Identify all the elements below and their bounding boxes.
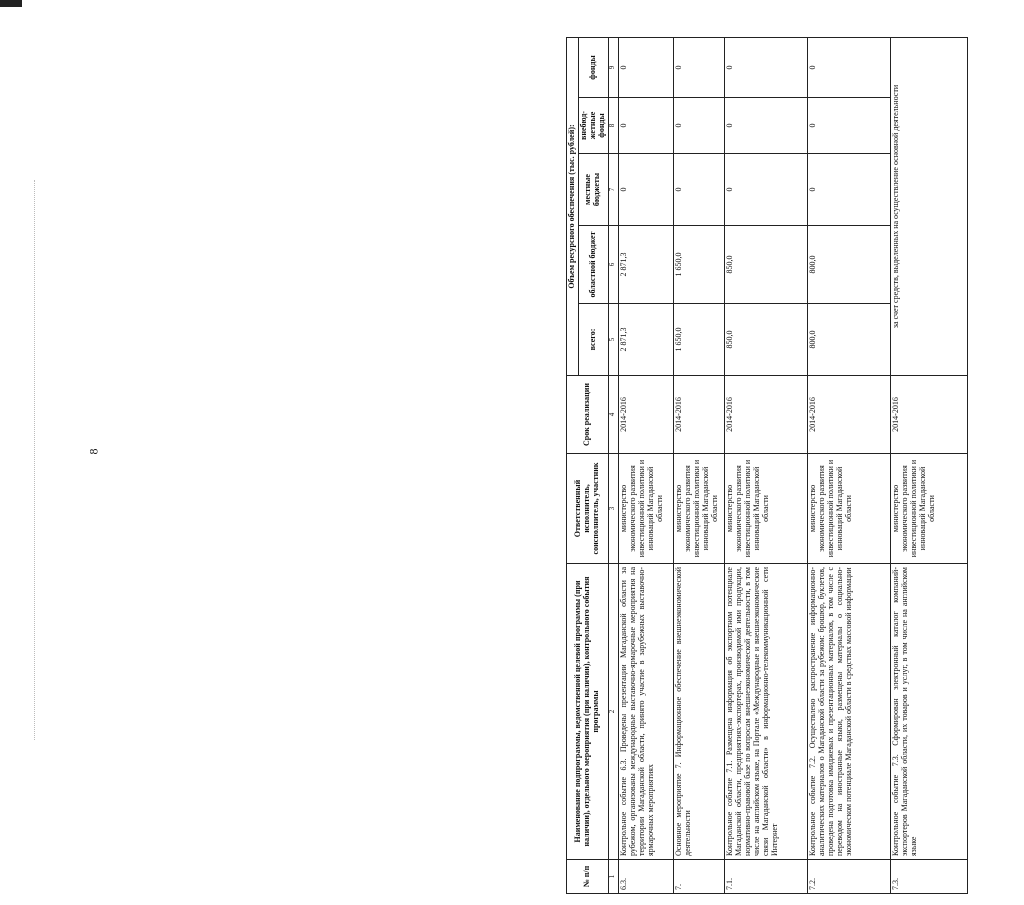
col-number: 7 [608,154,618,226]
table-row [890,37,967,893]
row-name: Контрольное событие 7.2. Осуществлено распространение информационно-аналитических материалов о Магаданской области за рубежом: брошюр, буклетов, проведена подготовка имиджевых и презентационных материалов, в том числе с переводом на иностранные языки, размещены материалы о социально-экономическом потенциале Магаданской области в средствах массовой информации [807,564,890,860]
row-term: 2014-2016 [807,376,890,454]
col-number: 2 [608,564,618,860]
col-number: 5 [608,304,618,376]
table-sheet [566,38,1024,894]
row-local: 0 [673,154,724,226]
row-regional: 2 871,3 [618,226,673,304]
row-no: 7. [673,860,724,894]
header-name: Наименование подпрограммы, ведомственной целевой программы (при наличии), отдельного мероприятия (при наличии), контрольного события программы [567,564,609,860]
row-name: Контрольное событие 7.3. Сформирован электронный каталог компаний-экспортеров Магаданской области, их товаров и услуг, в том числе на английском языке [890,564,967,860]
row-total: 1 650,0 [673,304,724,376]
header-total: всего: [578,304,608,376]
scan-corner-mark [0,0,22,7]
header-local: местные бюджеты [578,154,608,226]
resource-table [566,37,968,894]
header-no: № п/п [567,860,609,894]
row-name: Основное мероприятие 7. Информационное обеспечение внешнеэкономической деятельности [673,564,724,860]
table-row [673,37,724,893]
row-local: 0 [724,154,807,226]
row-funds: 0 [673,37,724,97]
header-funds: фонды [578,37,608,97]
row-executor: министерство экономического развития инвестиционной политики и инноваций Магаданской области [724,454,807,564]
col-number: 6 [608,226,618,304]
row-executor: министерство экономического развития инвестиционной политики и инноваций Магаданской области [618,454,673,564]
row-regional: 850,0 [724,226,807,304]
row-funds: 0 [618,37,673,97]
row-term: 2014-2016 [673,376,724,454]
col-number: 8 [608,98,618,154]
scan-fold-line [34,180,35,740]
row-regional: 800,0 [807,226,890,304]
col-number: 9 [608,37,618,97]
row-term: 2014-2016 [618,376,673,454]
page-number: 8 [86,448,101,455]
row-total: 850,0 [724,304,807,376]
row-regional: 1 650,0 [673,226,724,304]
col-number: 4 [608,376,618,454]
table-row [807,37,890,893]
row-extrabudget: 0 [673,98,724,154]
row-executor: министерство экономического развития инвестиционной политики и инноваций Магаданской области [673,454,724,564]
row-no: 6.3. [618,860,673,894]
column-number-row [608,37,618,893]
row-total: 2 871,3 [618,304,673,376]
header-term: Срок реализации [567,376,609,454]
row-extrabudget: 0 [618,98,673,154]
header-extrabudget: внебюд-жетные фонды [578,98,608,154]
col-number: 3 [608,454,618,564]
row-merged-note: за счет средств, выделенных на осуществление основной деятельности [890,37,967,375]
row-local: 0 [618,154,673,226]
row-term: 2014-2016 [724,376,807,454]
col-number: 1 [608,860,618,894]
table-row [618,37,673,893]
row-name: Контрольное событие 7.1. Размещена информация об экспортном потенциале Магаданской области, предприятиях-экспортерах, производимой ими продукции, нормативно-правовой базе по вопросам внешнеэкономической деятельности, в том числе на английском языке, на Портале «Международные и внешнеэкономические связи Магаданской области» в информационно-телекоммуникационной сети Интернет [724,564,807,860]
row-executor: министерство экономического развития инвестиционной политики и инноваций Магаданской области [890,454,967,564]
row-total: 800,0 [807,304,890,376]
row-no: 7.2. [807,860,890,894]
header-resources: Объем ресурсного обеспечения (тыс. рублей): [567,37,579,375]
row-local: 0 [807,154,890,226]
row-funds: 0 [807,37,890,97]
row-name: Контрольное событие 6.3. Проведены презентации Магаданской области за рубежом, организованы международные выставочно-ярмарочные мероприятия на территории Магаданской области, принято участие в зарубежных выставочно-ярмарочных мероприятиях [618,564,673,860]
table-row [724,37,807,893]
row-funds: 0 [724,37,807,97]
header-executor: Ответственный исполнитель, соисполнитель, участник [567,454,609,564]
row-no: 7.1. [724,860,807,894]
row-extrabudget: 0 [807,98,890,154]
row-term: 2014-2016 [890,376,967,454]
header-regional: областной бюджет [578,226,608,304]
row-executor: министерство экономического развития инвестиционной политики и инноваций Магаданской области [807,454,890,564]
row-extrabudget: 0 [724,98,807,154]
row-no: 7.3. [890,860,967,894]
